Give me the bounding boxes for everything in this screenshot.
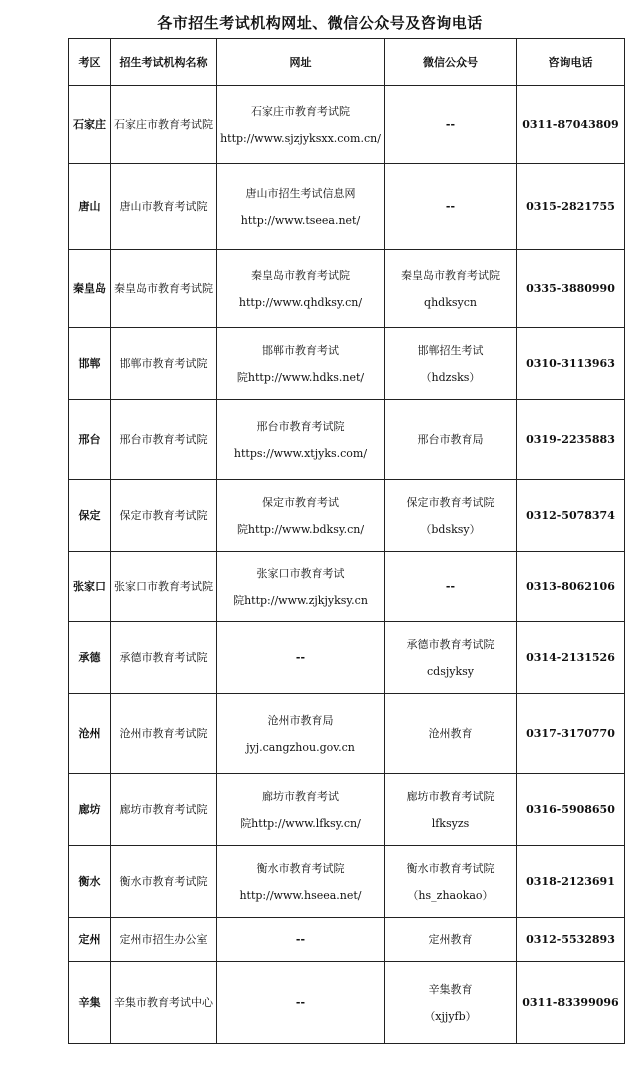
website-url: 院http://www.lfksy.cn/ <box>240 816 361 830</box>
wechat-cell <box>385 86 517 164</box>
org-name: 辛集市教育考试中心 <box>114 996 213 1009</box>
table-row <box>69 694 625 774</box>
table-row <box>69 962 625 1044</box>
phone-cell <box>517 846 625 918</box>
website-name: 唐山市招生考试信息网 <box>245 186 356 200</box>
phone-number: 0312-5078374 <box>526 509 615 522</box>
website-cell <box>217 918 385 962</box>
wechat-name: 保定市教育考试院 <box>406 495 495 509</box>
region-cell <box>69 400 111 480</box>
wechat-id: （hdzsks） <box>420 370 481 384</box>
website-cell <box>217 694 385 774</box>
org-cell <box>111 774 217 846</box>
wechat-empty: -- <box>445 118 456 131</box>
wechat-name: 承德市教育考试院 <box>406 637 495 651</box>
org-name: 廊坊市教育考试院 <box>119 803 208 816</box>
phone-cell <box>517 164 625 250</box>
region-label: 邯郸 <box>78 357 101 370</box>
wechat-id: （xjjyfb） <box>424 1009 477 1023</box>
wechat-id: lfksyzs <box>431 816 470 830</box>
phone-cell <box>517 552 625 622</box>
website-name: 沧州市教育局 <box>267 713 334 727</box>
wechat-cell <box>385 846 517 918</box>
table-header-row <box>69 39 625 86</box>
website-url: 院http://www.zjkjyksy.cn <box>233 593 368 607</box>
wechat-empty: -- <box>445 580 456 593</box>
phone-cell <box>517 774 625 846</box>
table-row <box>69 774 625 846</box>
phone-cell <box>517 328 625 400</box>
wechat-id: （bdsksy） <box>420 522 481 536</box>
org-name: 衡水市教育考试院 <box>119 875 208 888</box>
org-cell <box>111 400 217 480</box>
wechat-id: qhdksycn <box>424 295 477 309</box>
org-name: 唐山市教育考试院 <box>119 200 208 213</box>
wechat-name: 衡水市教育考试院 <box>406 861 495 875</box>
phone-number: 0310-3113963 <box>526 357 615 370</box>
website-cell <box>217 480 385 552</box>
phone-cell <box>517 86 625 164</box>
phone-number: 0317-3170770 <box>526 727 615 740</box>
wechat-cell <box>385 250 517 328</box>
website-cell <box>217 622 385 694</box>
region-cell <box>69 622 111 694</box>
website-url: http://www.sjzjyksxx.com.cn/ <box>220 131 381 145</box>
table-row <box>69 846 625 918</box>
table-row <box>69 552 625 622</box>
website-cell <box>217 400 385 480</box>
wechat-id: （hs_zhaokao） <box>407 888 494 902</box>
org-name: 定州市招生办公室 <box>119 933 208 946</box>
region-label: 唐山 <box>78 200 101 213</box>
wechat-name: 辛集教育 <box>428 982 473 996</box>
phone-number: 0313-8062106 <box>526 580 615 593</box>
header-website: 网址 <box>217 39 385 86</box>
region-cell <box>69 918 111 962</box>
region-cell <box>69 962 111 1044</box>
region-label: 定州 <box>78 933 101 946</box>
website-url: 院http://www.hdks.net/ <box>236 370 365 384</box>
org-name: 邢台市教育考试院 <box>119 433 208 446</box>
website-url: https://www.xtjyks.com/ <box>233 446 368 460</box>
region-label: 辛集 <box>78 996 101 1009</box>
region-label: 秦皇岛 <box>73 282 106 295</box>
website-cell <box>217 250 385 328</box>
table-row <box>69 622 625 694</box>
wechat-cell <box>385 328 517 400</box>
org-cell <box>111 918 217 962</box>
org-name: 秦皇岛市教育考试院 <box>114 282 213 295</box>
website-cell <box>217 164 385 250</box>
website-url: http://www.tseea.net/ <box>240 213 361 227</box>
table-row <box>69 480 625 552</box>
table-row <box>69 328 625 400</box>
wechat-name: 邯郸招生考试 <box>417 343 484 357</box>
website-name: 邯郸市教育考试 <box>262 343 339 357</box>
region-cell <box>69 774 111 846</box>
website-name: 石家庄市教育考试院 <box>251 104 350 118</box>
org-name: 张家口市教育考试院 <box>114 580 213 593</box>
wechat-cell <box>385 918 517 962</box>
org-cell <box>111 622 217 694</box>
region-cell <box>69 694 111 774</box>
wechat-cell <box>385 400 517 480</box>
phone-number: 0335-3880990 <box>526 282 615 295</box>
wechat-name: 沧州教育 <box>428 727 473 740</box>
website-name: 衡水市教育考试院 <box>256 861 345 875</box>
region-label: 承德 <box>78 651 101 664</box>
wechat-cell <box>385 694 517 774</box>
region-label: 沧州 <box>78 727 101 740</box>
wechat-cell <box>385 480 517 552</box>
header-wechat: 微信公众号 <box>385 39 517 86</box>
org-name: 沧州市教育考试院 <box>119 727 208 740</box>
phone-number: 0314-2131526 <box>526 651 615 664</box>
region-cell <box>69 328 111 400</box>
website-cell <box>217 846 385 918</box>
website-cell <box>217 552 385 622</box>
org-cell <box>111 552 217 622</box>
wechat-cell <box>385 774 517 846</box>
website-empty: -- <box>295 933 306 946</box>
phone-number: 0316-5908650 <box>526 803 615 816</box>
region-cell <box>69 250 111 328</box>
header-org: 招生考试机构名称 <box>111 39 217 86</box>
website-name: 张家口市教育考试 <box>256 566 345 580</box>
org-cell <box>111 480 217 552</box>
table-row <box>69 250 625 328</box>
org-name: 石家庄市教育考试院 <box>114 118 213 131</box>
website-cell <box>217 774 385 846</box>
region-label: 保定 <box>78 509 101 522</box>
wechat-cell <box>385 622 517 694</box>
region-label: 石家庄 <box>73 118 106 131</box>
phone-cell <box>517 250 625 328</box>
header-region: 考区 <box>69 39 111 86</box>
page-title: 各市招生考试机构网址、微信公众号及咨询电话 <box>157 14 483 32</box>
phone-cell <box>517 918 625 962</box>
org-name: 承德市教育考试院 <box>119 651 208 664</box>
table-row <box>69 400 625 480</box>
wechat-name: 邢台市教育局 <box>417 433 484 446</box>
phone-cell <box>517 622 625 694</box>
phone-number: 0311-83399096 <box>522 996 619 1009</box>
wechat-cell <box>385 552 517 622</box>
region-cell <box>69 480 111 552</box>
website-cell <box>217 962 385 1044</box>
phone-cell <box>517 962 625 1044</box>
phone-cell <box>517 480 625 552</box>
org-cell <box>111 250 217 328</box>
website-url: 院http://www.bdksy.cn/ <box>236 522 365 536</box>
region-label: 邢台 <box>78 433 101 446</box>
website-url: http://www.hseea.net/ <box>239 888 362 902</box>
contact-table <box>68 38 625 1044</box>
website-name: 廊坊市教育考试 <box>262 789 339 803</box>
website-url: http://www.qhdksy.cn/ <box>238 295 363 309</box>
org-cell <box>111 694 217 774</box>
region-label: 张家口 <box>73 580 106 593</box>
org-cell <box>111 846 217 918</box>
phone-number: 0319-2235883 <box>526 433 615 446</box>
website-name: 邢台市教育考试院 <box>256 419 345 433</box>
website-cell <box>217 86 385 164</box>
org-name: 保定市教育考试院 <box>119 509 208 522</box>
website-name: 保定市教育考试 <box>262 495 339 509</box>
region-cell <box>69 846 111 918</box>
website-name: 秦皇岛市教育考试院 <box>251 268 350 282</box>
website-empty: -- <box>295 996 306 1009</box>
region-cell <box>69 552 111 622</box>
org-cell <box>111 328 217 400</box>
table-row <box>69 86 625 164</box>
region-cell <box>69 164 111 250</box>
phone-number: 0315-2821755 <box>526 200 615 213</box>
phone-number: 0312-5532893 <box>526 933 615 946</box>
phone-cell <box>517 400 625 480</box>
org-cell <box>111 86 217 164</box>
phone-cell <box>517 694 625 774</box>
wechat-name: 定州教育 <box>428 933 473 946</box>
website-url: jyj.cangzhou.gov.cn <box>246 740 355 754</box>
table-row <box>69 918 625 962</box>
wechat-id: cdsjyksy <box>427 664 474 678</box>
wechat-name: 秦皇岛市教育考试院 <box>401 268 500 282</box>
region-cell <box>69 86 111 164</box>
org-name: 邯郸市教育考试院 <box>119 357 208 370</box>
region-label: 衡水 <box>78 875 101 888</box>
header-phone: 咨询电话 <box>517 39 625 86</box>
wechat-name: 廊坊市教育考试院 <box>406 789 495 803</box>
website-empty: -- <box>295 651 306 664</box>
wechat-cell <box>385 164 517 250</box>
phone-number: 0318-2123691 <box>526 875 615 888</box>
org-cell <box>111 962 217 1044</box>
website-cell <box>217 328 385 400</box>
region-label: 廊坊 <box>78 803 101 816</box>
table-row <box>69 164 625 250</box>
phone-number: 0311-87043809 <box>522 118 619 131</box>
org-cell <box>111 164 217 250</box>
wechat-empty: -- <box>445 200 456 213</box>
wechat-cell <box>385 962 517 1044</box>
